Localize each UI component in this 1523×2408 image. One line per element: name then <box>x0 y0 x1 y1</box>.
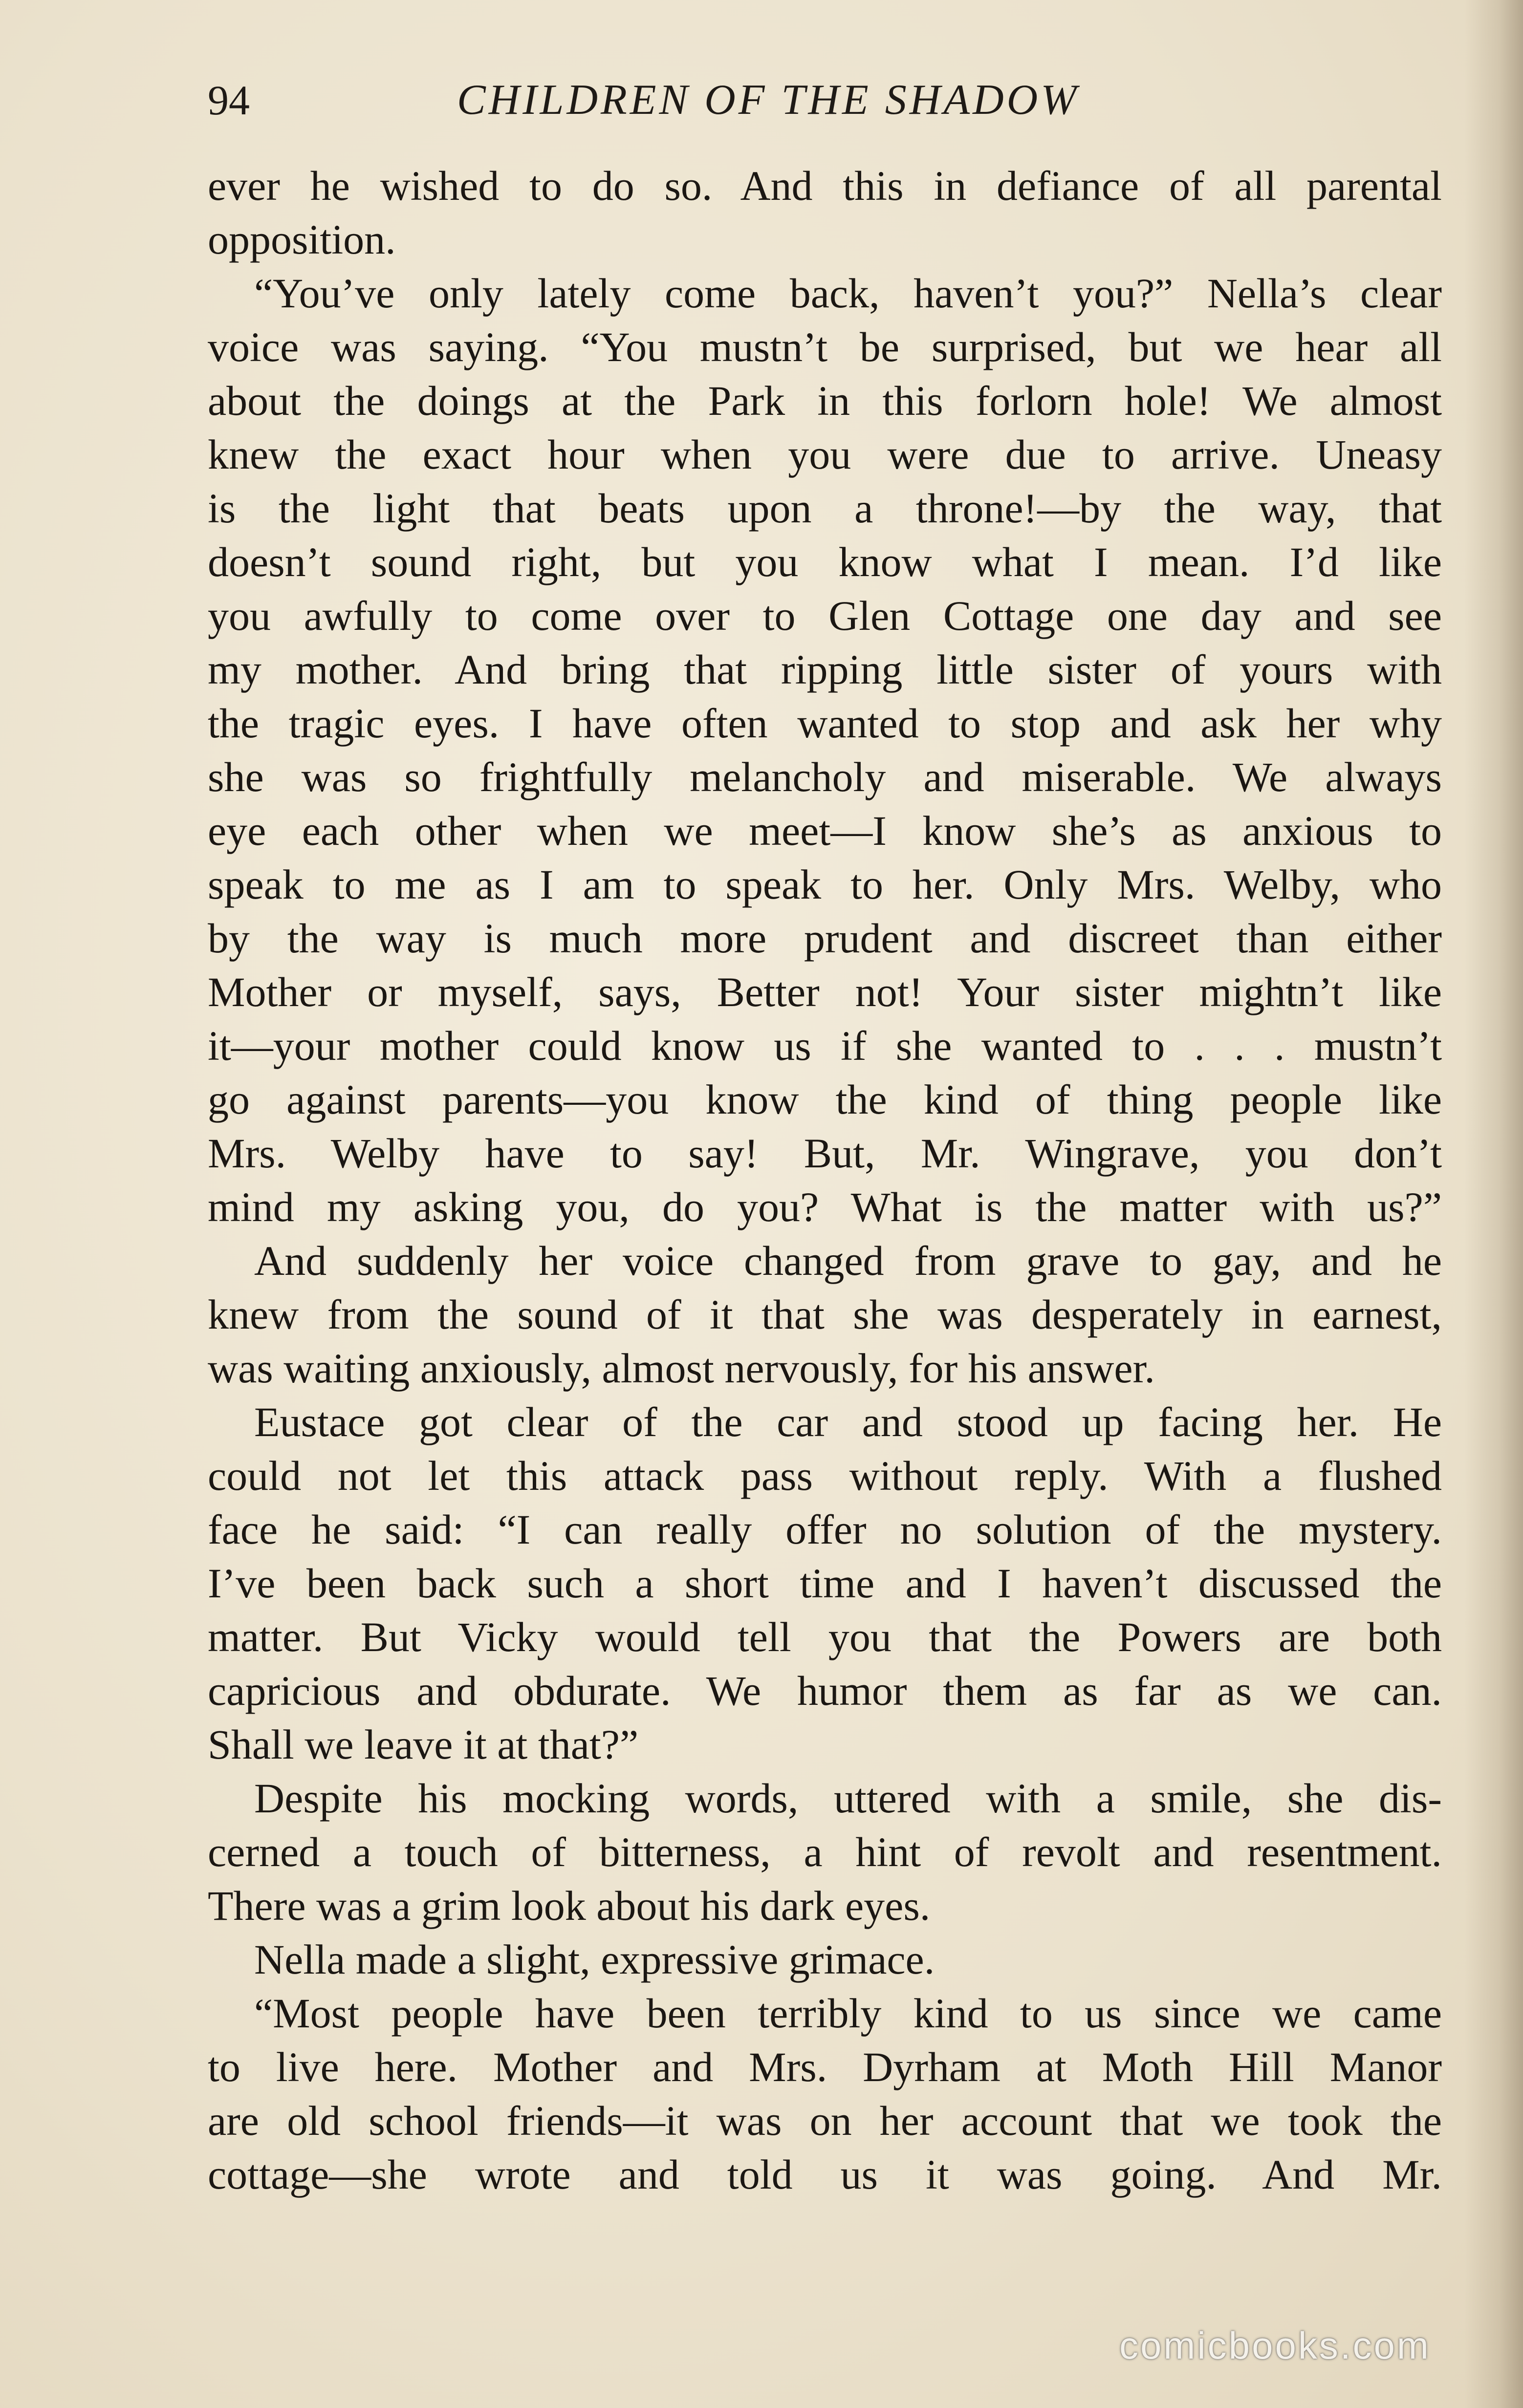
text-line: my mother. And bring that ripping little sister of yours with <box>208 646 1442 693</box>
text-line: I’ve been back such a short time and I haven’t discussed the <box>208 1560 1442 1607</box>
text-line: was waiting anxiously, almost nervously, for his answer. <box>208 1345 1155 1392</box>
text-line: cerned a touch of bitterness, a hint of revolt and resentment. <box>208 1828 1442 1875</box>
text-line: she was so frightfully melancholy and miserable. We always <box>208 753 1442 800</box>
watermark: comicbooks.com <box>1119 2324 1431 2367</box>
text-line: Nella made a slight, expressive grimace. <box>254 1936 935 1983</box>
text-line: There was a grim look about his dark eyes. <box>208 1882 931 1929</box>
text-line: matter. But Vicky would tell you that the Powers are both <box>208 1613 1442 1660</box>
text-line: ever he wished to do so. And this in defiance of all parental <box>208 162 1442 209</box>
text-line: eye each other when we meet—I know she’s as anxious to <box>208 807 1442 854</box>
text-line: to live here. Mother and Mrs. Dyrham at Moth Hill Manor <box>208 2043 1442 2090</box>
text-line: voice was saying. “You mustn’t be surprised, but we hear all <box>208 323 1442 370</box>
text-line: knew the exact hour when you were due to arrive. Uneasy <box>208 431 1442 478</box>
text-line: are old school friends—it was on her account that we took the <box>208 2097 1442 2144</box>
text-line: cottage—she wrote and told us it was going. And Mr. <box>208 2151 1442 2198</box>
text-line: you awfully to come over to Glen Cottage one day and see <box>208 592 1442 639</box>
text-line: could not let this attack pass without reply. With a flushed <box>208 1452 1442 1499</box>
text-line: it—your mother could know us if she wanted to . . . mustn’t <box>208 1022 1442 1069</box>
body-text <box>208 159 1442 2201</box>
page-number: 94 <box>208 77 250 124</box>
text-line: speak to me as I am to speak to her. Only Mrs. Welby, who <box>208 861 1442 908</box>
book-title: CHILDREN OF THE SHADOW <box>457 76 1080 124</box>
text-line: Despite his mocking words, uttered with a smile, she dis- <box>254 1775 1442 1822</box>
text-line: go against parents—you know the kind of thing people like <box>208 1076 1442 1123</box>
text-line: is the light that beats upon a throne!—by the way, that <box>208 485 1442 532</box>
text-line: mind my asking you, do you? What is the matter with us?” <box>208 1183 1442 1230</box>
text-line: “You’ve only lately come back, haven’t you?” Nella’s clear <box>254 270 1442 317</box>
text-line: “Most people have been terribly kind to us since we came <box>254 1990 1442 2037</box>
text-line: And suddenly her voice changed from grave to gay, and he <box>254 1237 1442 1284</box>
text-line: capricious and obdurate. We humor them as far as we can. <box>208 1667 1442 1714</box>
text-line: Mother or myself, says, Better not! Your sister mightn’t like <box>208 968 1442 1015</box>
text-line: about the doings at the Park in this forlorn hole! We almost <box>208 377 1442 424</box>
page-edge-shadow <box>1464 0 1523 2408</box>
text-line: Mrs. Welby have to say! But, Mr. Wingrave, you don’t <box>208 1130 1442 1177</box>
text-line: doesn’t sound right, but you know what I mean. I’d like <box>208 538 1442 585</box>
text-line: the tragic eyes. I have often wanted to stop and ask her why <box>208 700 1442 747</box>
text-line: knew from the sound of it that she was desperately in earnest, <box>208 1291 1442 1338</box>
text-line: Eustace got clear of the car and stood up facing her. He <box>254 1398 1442 1445</box>
text-line: Shall we leave it at that?” <box>208 1721 639 1768</box>
text-line: by the way is much more prudent and discreet than either <box>208 915 1442 962</box>
text-line: face he said: “I can really offer no solution of the mystery. <box>208 1506 1442 1553</box>
text-line: opposition. <box>208 216 396 263</box>
running-head <box>208 73 1442 127</box>
